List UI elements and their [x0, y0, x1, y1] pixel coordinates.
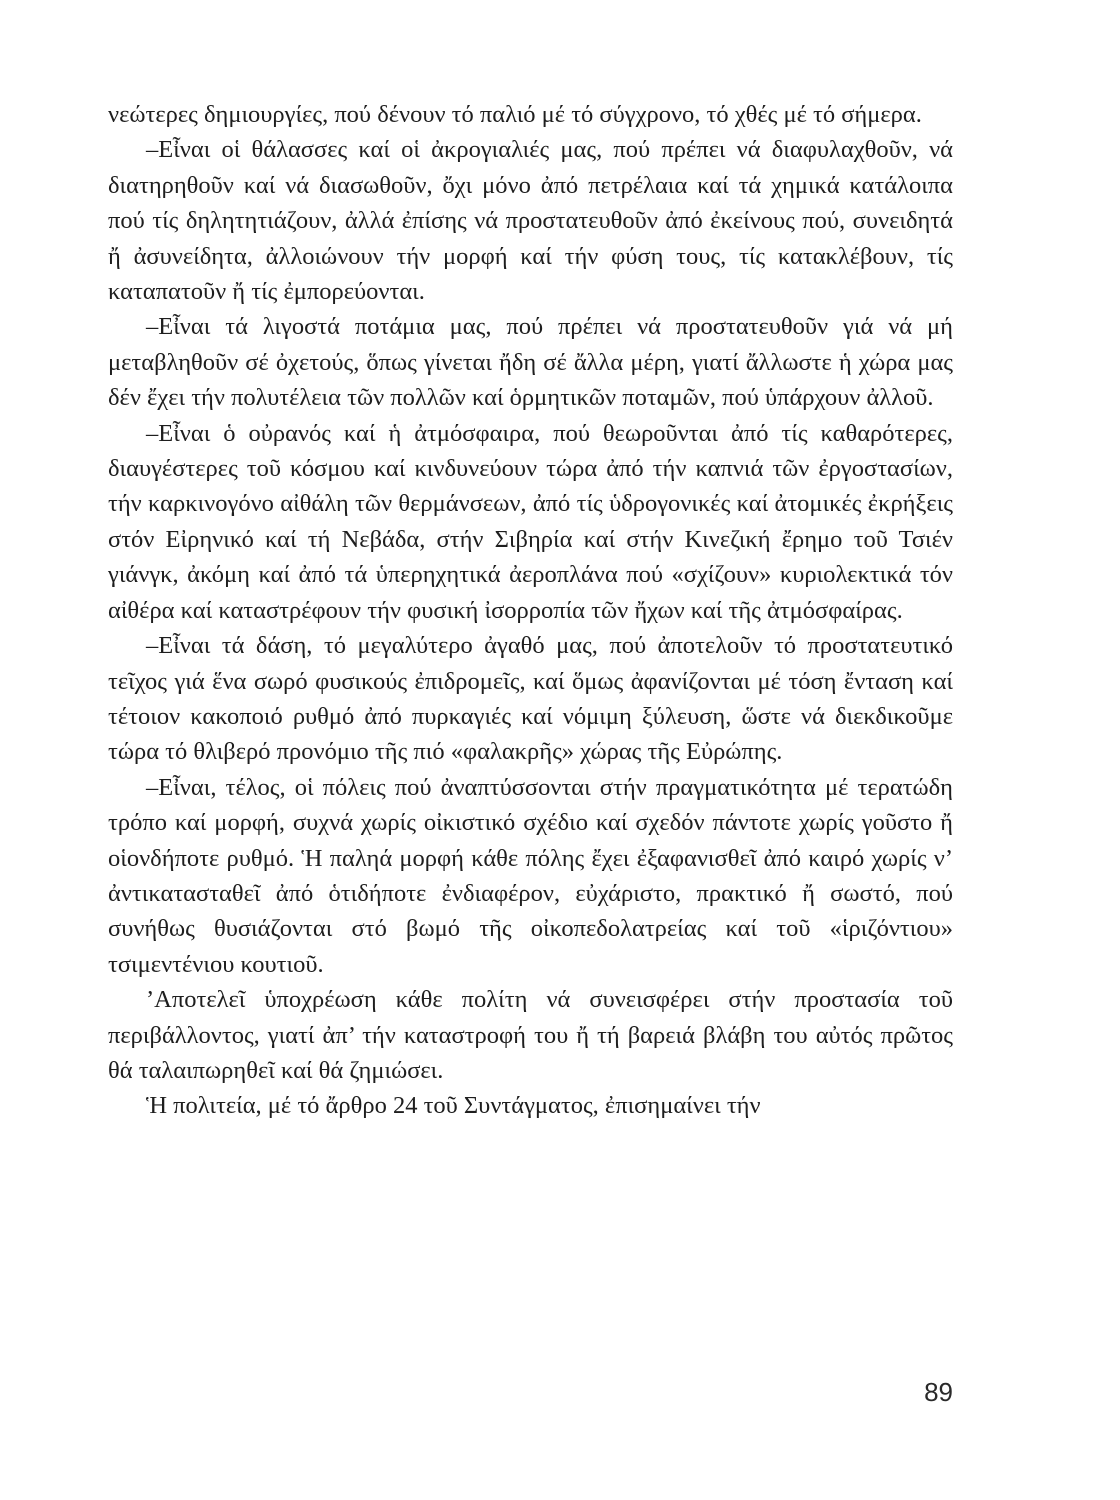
paragraph-seas: –Εἶναι οἱ θάλασσες καί οἱ ἀκρογιαλιές μας, πού πρέπει νά διαφυλαχθοῦν, νά διατηρηθοῦν καί νά διασωθοῦν, ὄχι μόνο ἀπό πετρέλαια καί τά χημικά κατάλοιπα πού τίς δηλητητιάζουν, ἀλλά ἐπίσης νά προστατευθοῦν ἀπό ἐκείνους πού, συνειδητά ἤ ἀσυνείδητα, ἀλλοιώνουν τήν μορφή καί τήν φύση τους, τίς κατακλέβουν, τίς καταπατοῦν ἤ τίς ἐμπορεύονται. — [108, 136, 953, 306]
paragraph-citizen-duty: ’Αποτελεῖ ὑποχρέωση κάθε πολίτη νά συνεισφέρει στήν προστασία τοῦ περιβάλλοντος, γιατί ἀπ’ τήν καταστροφή του ἤ τή βαρειά βλάβη του αὐτός πρῶτος θά ταλαιπωρηθεῖ καί θά ζημιώσει. — [108, 986, 953, 1084]
paragraph-sky: –Εἶναι ὁ οὐρανός καί ἡ ἀτμόσφαιρα, πού θεωροῦνται ἀπό τίς καθαρότερες, διαυγέστερες τοῦ κόσμου καί κινδυνεύουν τώρα ἀπό τήν καπνιά τῶν ἐργοστασίων, τήν καρκινογόνο αἰθάλη τῶν θερμάνσεων, ἀπό τίς ὑδρογονικές καί ἀτομικές ἐκρήξεις στόν Εἰρηνικό καί τή Νεβάδα, στήν Σιβηρία καί στήν Κινεζική ἔρημο τοῦ Τσιέν γιάνγκ, ἀκόμη καί ἀπό τά ὑπερηχητικά ἀεροπλάνα πού «σχίζουν» κυριολεκτικά τόν αἰθέρα καί καταστρέφουν τήν φυσική ἰσορροπία τῶν ἤχων καί τῆς ἀτμόσφαίρας. — [108, 419, 953, 624]
paragraph-constitution: Ἡ πολιτεία, μέ τό ἄρθρο 24 τοῦ Συντάγματος, ἐπισημαίνει τήν — [146, 1092, 761, 1120]
paragraph-cities: –Εἶναι, τέλος, οἱ πόλεις πού ἀναπτύσσονται στήν πραγματικότητα μέ τερατώδη τρόπο καί μορφή, συχνά χωρίς οἰκιστικό σχέδιο καί σχεδόν πάντοτε χωρίς γοῦστο ἤ οἱονδήποτε ρυθμό. Ἡ παληά μορφή κάθε πόλης ἔχει ἐξαφανισθεῖ ἀπό καιρό χωρίς ν’ ἀντικατασταθεῖ ἀπό ὁτιδήποτε ἐνδιαφέρον, εὐχάριστο, πρακτικό ἤ σωστό, πού συνήθως θυσιάζονται στό βωμό τῆς οἰκοπεδολατρείας καί τοῦ «ἱριζόντιου» τσιμεντένιου κουτιοῦ. — [108, 773, 953, 978]
body-text — [108, 97, 953, 1124]
paragraph-continued: νεώτερες δημιουργίες, πού δένουν τό παλιό μέ τό σύγχρονο, τό χθές μέ τό σήμερα. — [108, 101, 922, 128]
paragraph-forests: –Εἶναι τά δάση, τό μεγαλύτερο ἀγαθό μας, πού ἀποτελοῦν τό προστατευτικό τεῖχος γιά ἕνα σωρό φυσικούς ἐπιδρομεῖς, καί ὅμως ἀφανίζονται μέ τόση ἔνταση καί τέτοιον κακοποιό ρυθμό ἀπό πυρκαγιές καί νόμιμη ξύλευση, ὥστε νά διεκδικοῦμε τώρα τό θλιβερό προνόμιο τῆς πιό «φαλακρῆς» χώρας τῆς Εὐρώπης. — [108, 632, 953, 766]
page-number: 89 — [924, 1377, 953, 1407]
paragraph-rivers: –Εἶναι τά λιγοστά ποτάμια μας, πού πρέπει νά προστατευθοῦν γιά νά μή μεταβληθοῦν σέ ὀχετούς, ὅπως γίνεται ἤδη σέ ἄλλα μέρη, γιατί ἄλλωστε ἡ χώρα μας δέν ἔχει τήν πολυτέλεια τῶν πολλῶν καί ὁρμητικῶν ποταμῶν, πού ὑπάρχουν ἀλλοῦ. — [108, 313, 953, 412]
